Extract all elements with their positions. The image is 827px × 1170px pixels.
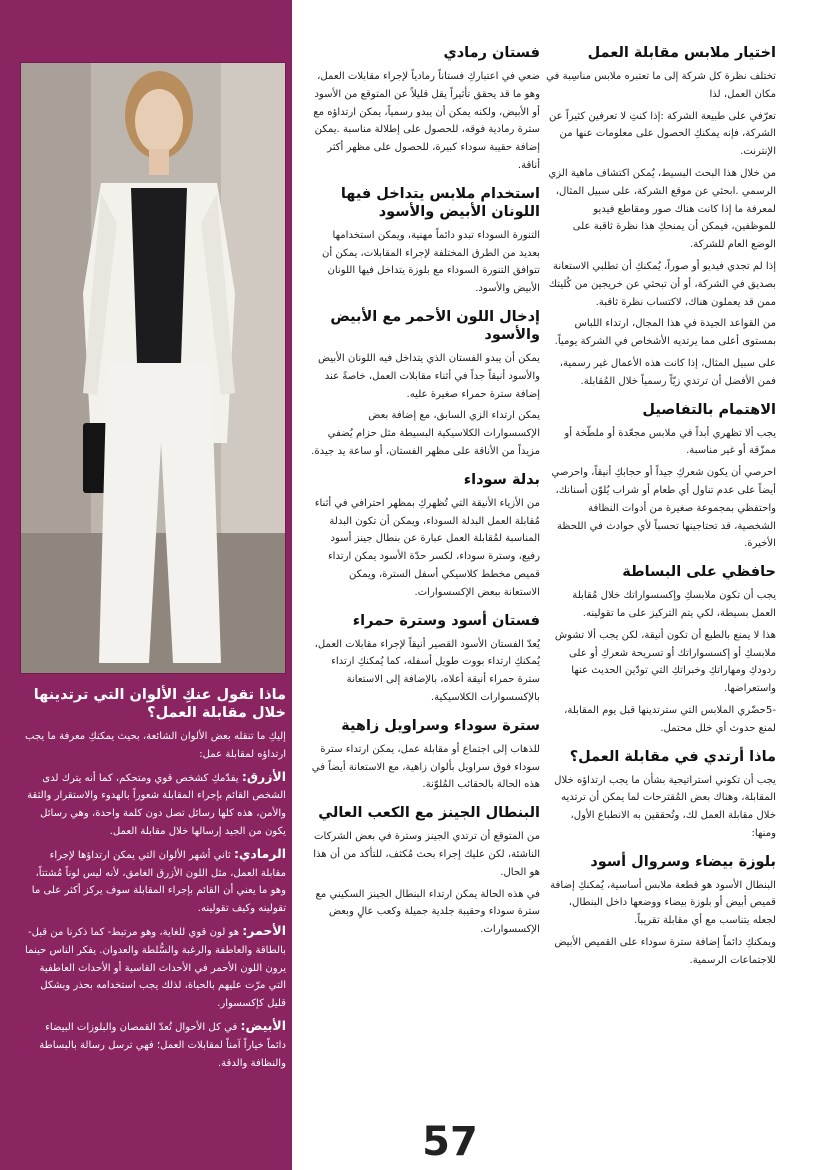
paragraph: هذا لا يمنع بالطبع أن تكون أنيقة، لكن يجب ألا تشوش ملابسكِ أو إكسسواراتك أو تسريحة شعركِ أو على ردودكِ ومهاراتكِ وخبراتكِ التي تودّين الحديث عنها واستعراضها.	[554, 629, 776, 695]
color-keyword: الأحمر:	[242, 922, 286, 938]
section-title: سترة سوداء وسراويل زاهية	[341, 717, 540, 734]
color-gray	[24, 845, 286, 918]
paragraph: تعرّفي على طبيعة الشركة :إذا كنتِ لا تعرفين كثيراً عن الشركة، فإنه يمكنكِ الحصول على معلومات عنها من الإنترنت.	[548, 110, 776, 158]
column-middle	[310, 44, 540, 949]
sidebar-title: ماذا تقول عنكِ الألوان التي ترتدينها خلال مقابلة العمل؟	[33, 687, 286, 721]
paragraph: ويمكنكِ دائماً إضافة سترة سوداء على القميص الأبيض للاجتماعات الرسمية.	[554, 937, 776, 966]
section-title: الاهتمام بالتفاصيل	[642, 401, 776, 418]
paragraph: من القواعد الجيدة في هذا المجال، ارتداء اللباس بمستوى أعلى مما يرتديه الأشخاص في الشركة يومياً.	[554, 318, 776, 348]
color-keyword: الأزرق:	[241, 768, 286, 784]
section-red-accent	[310, 308, 540, 461]
section-title: حافظي على البساطة	[622, 564, 776, 581]
paragraph: للذهاب إلى اجتماع أو مقابلة عمل، يمكن ارتداء سترة سوداء فوق سراويل بألوان زاهية، مع الاستعانة أيضاً في هذه الحالة بالحقائب المُلوّنة.	[311, 743, 540, 791]
column-sidebar-colors	[24, 686, 286, 1076]
section-title: إدخال اللون الأحمر مع الأبيض والأسود	[330, 308, 540, 343]
paragraph: -5حضّري الملابس التي سترتدينها قبل يوم المقابلة، لمنع حدوث أي خلل محتمل.	[564, 704, 776, 734]
section-simplicity	[546, 563, 776, 737]
paragraph: احرصي أن يكون شعركِ جيداً أو حجابكِ أنيقاً، واحرصي أيضاً على عدم تناول أي طعام أو شراب يُلوّن أسنانك، واحتفظي بمجموعة صغيرة من أدوات النظافة الشخصية، قد تحتاجينها تحسباً لأي حوادث في اللحظة الأخيرة.	[551, 467, 776, 550]
color-text: ثاني أشهر الألوان التي يمكن ارتداؤها لإجراء مقابلة العمل، مثل اللون الأزرق الغامق، لأنه ليس لوناً مُشتتاً، وهو ما يعني أن القائم بإجراء المقابلة سوف يركز أكثر على ما تقولينه وكيف تقولينه.	[31, 849, 286, 915]
paragraph: يجب ألا تظهري أبداً في ملابس مجعّدة أو ملطّخة أو ممزّقة أو غير مناسبة.	[564, 427, 776, 457]
paragraph: ضعي في اعتباركِ فستاناً رمادياً لإجراء مقابلات العمل، وهو ما قد يحقق تأثيراً يقل قليلاً عن المتوقع من الأسود أو الأبيض، ولكنه يمكن أن يبدو رسمياً، يمكن ارتداؤه مع سترة رمادية فوقه، للحصول على إطلالة مناسبة .يمكن إضافة حقيبة سوداء كبيرة، للحصول على مظهر أكثر أناقة.	[313, 71, 540, 171]
paragraph: يجب أن تكون ملابسكِ وإكسسواراتك خلال مُقابلة العمل بسيطة، لكي يتم التركيز على ما تقولينه.	[572, 590, 776, 619]
section-black-white	[310, 185, 540, 298]
color-keyword: الأبيض:	[240, 1017, 286, 1033]
paragraph: يُعدّ الفستان الأسود القصير أنيقاً لإجراء مقابلات العمل، يُمكنكِ ارتداء بووت طويل أسفله، كما يُمكنكِ ارتداء سترة حمراء أنيقة أعلاه، بالإضافة إلى الاستعانة بالإكسسوارات الكلاسيكية.	[314, 638, 540, 703]
color-blue	[24, 768, 286, 841]
section-details	[546, 401, 776, 554]
section-title: ماذا أرتدي في مقابلة العمل؟	[569, 748, 776, 765]
paragraph: من خلال هذا البحث البسيط، يُمكن اكتشاف ماهية الزي الرسمي .ابحثي عن موقع الشركة، على سبيل المثال، لمعرفة ما إذا كانت هناك صور ومقاطع فيديو للموظفين، فيمكن أن يمنحكِ هذا نظرة ثاقبة على الوضع العام للشركة.	[548, 167, 776, 251]
sidebar-intro: إليكِ ما تنقله بعض الألوان الشائعة، بحيث يمكنكِ معرفة ما يجب ارتداؤه لمقابلة عمل:	[25, 731, 286, 760]
paragraph: إذا لم تجدي فيديو أو صوراً، يُمكنكِ أن تطلبي الاستعانة بصديق في الشركة، أو أن تبحثي عن خريجين من كُليتك ممن قد يعملون هناك، لاكتساب نظرة ثاقبة.	[548, 260, 776, 308]
paragraph: تختلف نظرة كل شركة إلى ما تعتبره ملابس مناسِبة في مكان العمل، لذا	[546, 71, 776, 100]
section-black-dress-red-jacket	[310, 612, 540, 707]
color-white	[24, 1017, 286, 1072]
section-title: بلوزة بيضاء وسروال أسود	[590, 853, 776, 870]
section-title: البنطال الجينز مع الكعب العالي	[318, 805, 540, 822]
column-right	[546, 44, 776, 980]
color-text: في كل الأحوال تُعدّ القمصان والبلوزات البيضاء دائماً خياراً آمناً لمقابلات العمل؛ فهي ترسل رسالة بالبساطة والنظافة والدقة.	[39, 1021, 286, 1069]
paragraph: في هذه الحالة يمكن ارتداء البنطال الجينز السكيني مع سترة سوداء وحقيبة جلدية جميلة وكعب عالٍ وبعض الإكسسوارات.	[315, 888, 540, 936]
color-red	[24, 922, 286, 1013]
section-what-to-wear	[546, 748, 776, 843]
paragraph: يجب أن تكوني استراتيجية بشأن ما يجب ارتداؤه خلال المقابلة، وهناك بعض المُقترحات لما يمكن أن ترتديه خلال مقابلة العمل لك، وتُحققين به الانطباع الأول، ومنها:	[554, 774, 776, 839]
section-jeans-heels	[310, 804, 540, 939]
woman-white-suit-photo	[20, 62, 286, 674]
section-title: فستان أسود وسترة حمراء	[352, 612, 540, 629]
paragraph: من المتوقع أن ترتدي الجينز وسترة في بعض الشركات الناشئة، لكن عليك إجراء بحث مُكثف، للتأكد من أن هذا هو الحال.	[313, 831, 540, 878]
section-black-suit	[310, 471, 540, 602]
paragraph: على سبيل المثال، إذا كانت هذه الأعمال غير رسمية، فمن الأفضل أن ترتدي زيّاً رسمياً خلال المُقابلة.	[559, 357, 776, 387]
paragraph: البنطال الأسود هو قطعة ملابس أساسية، يُمكنكِ إضافة قميص أبيض أو بلوزة بيضاء ووضعها داخل البنطال، لجعله يتناسب مع أي مقابلة تقريباً.	[550, 879, 776, 927]
paragraph: من الأزياء الأنيقة التي تُظهركِ بمظهر احترافي في أثناء مُقابلة العمل البدلة السوداء، ويمكن أن تكون البدلة المناسبة لمُقابلة العمل عبارة عن بنطال جينز أسود رفيع، وسترة سوداء، لكسر حدّة الأسود يمكن ارتداء قميص مخطط كلاسيكي أسفل السترة، ويمكن الاستعانة ببعض الإكسسوارات.	[314, 497, 540, 598]
section-title: استخدام ملابس يتداخل فيها اللونان الأبيض والأسود	[340, 185, 540, 220]
section-title: فستان رمادي	[443, 45, 540, 61]
section-gray-dress	[310, 44, 540, 175]
section-choosing-clothes	[546, 44, 776, 391]
section-white-blouse	[546, 853, 776, 970]
page-number: 57	[422, 1119, 478, 1165]
paragraph: يمكن ارتداء الزي السابق، مع إضافة بعض الإكسسوارات الكلاسيكية البسيطة مثل حزام يُضفي مزيداً من الأناقة على مظهر الفستان، أو ساعة يد جيدة.	[311, 410, 540, 457]
paragraph: يمكن أن يبدو الفستان الذي يتداخل فيه اللونان الأبيض والأسود أنيقاً جداً في أثناء مقابلات العمل، خاصةً عند إضافة سترة حمراء صغيرة عليه.	[317, 352, 540, 400]
section-title: بدلة سوداء	[463, 471, 540, 488]
paragraph: التنورة السوداء تبدو دائماً مهنية، ويمكن استخدامها بعديد من الطرق المختلفة لإجراء المقابلات، يمكن أن تتوافق التنورة السوداء مع بلوزة يتداخل فيها اللونان الأبيض والأسود.	[321, 229, 540, 295]
color-keyword: الرمادي:	[233, 845, 286, 861]
section-title: اختيار ملابس مقابلة العمل	[587, 45, 776, 61]
color-text: يفدّمكِ كشخص قوي ومتحكم، كما أنه يترك لدى الشخص القائم بإجراء المقابلة شعوراً بالهدوء والاستقرار والثقة والأمن، هذه كلها رسائل تصل دون كلمة واحدة، وهي رسائل يكون من الجيد إرسالها خلال مقابلة العمل.	[27, 772, 286, 837]
section-black-jacket-bright-pants	[310, 717, 540, 794]
color-text: هو لون قوي للغاية، وهو مرتبط- كما ذكرنا من قبل- بالطاقة والعاطفة والرغبة والسُّلطة والعدوان. يفكر الناس حينما يرون اللون الأحمر في الأحداث القاسية أو الأحداث العاطفية التي مرّت عليهم بالحياة، لذلك يجب استخدامه بحذر وبشكل قليل كإكسسوار.	[25, 926, 286, 1010]
